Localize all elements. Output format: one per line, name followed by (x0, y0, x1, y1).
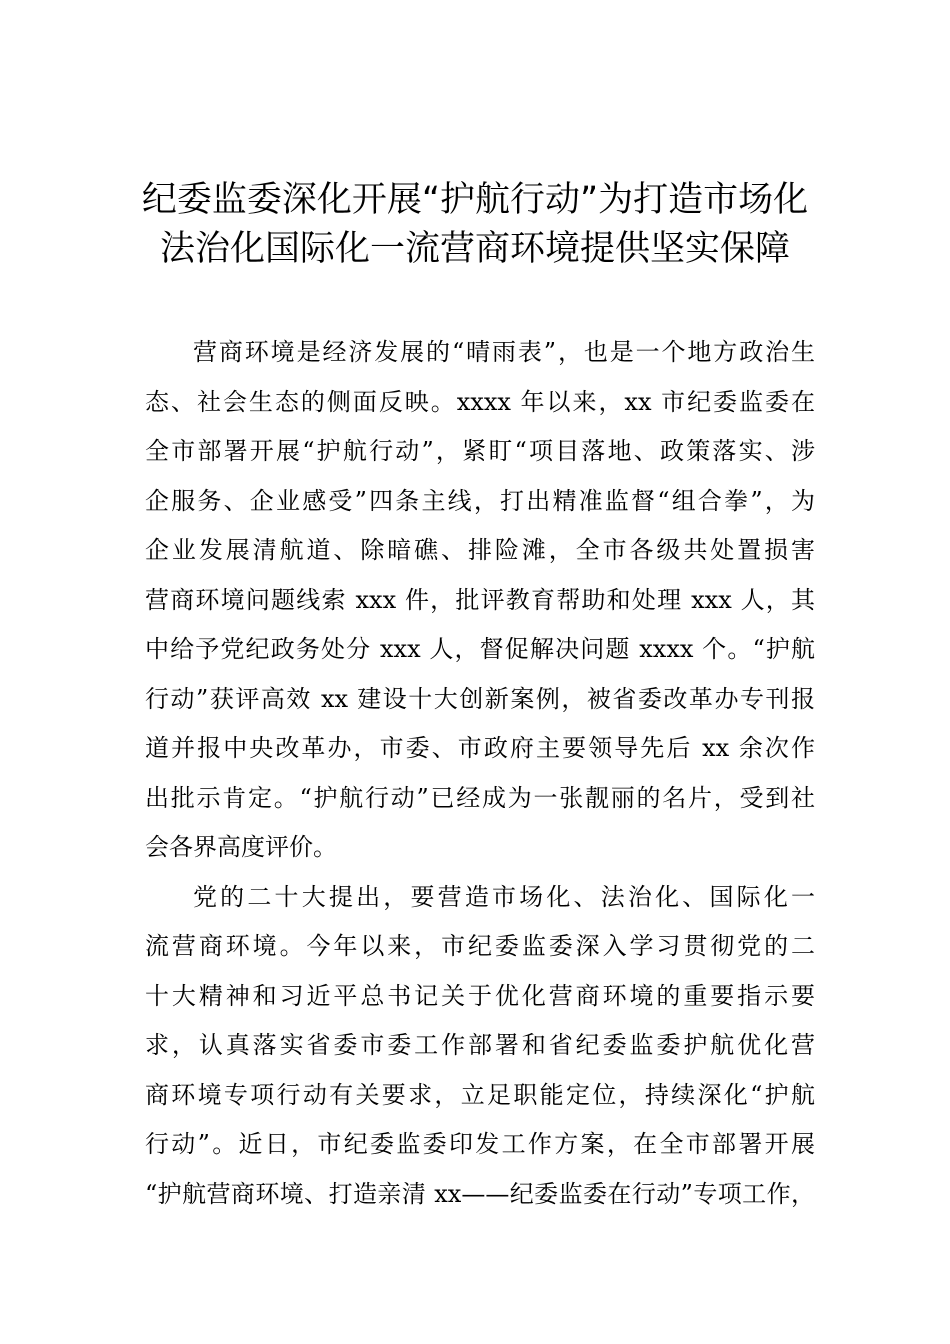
paragraph-line: 党的二十大提出，要营造市场化、法治化、国际化一 (193, 882, 815, 911)
paragraph-line: 十大精神和习近平总书记关于优化营商环境的重要指示要 (145, 981, 815, 1010)
paragraph-line: 道并报中央改革办，市委、市政府主要领导先后 xx 余次作 (145, 734, 815, 762)
paragraph-line: 营商环境是经济发展的“晴雨表”，也是一个地方政治生 (193, 338, 815, 366)
document-body (145, 328, 815, 1219)
paragraph-line: 态、社会生态的侧面反映。xxxx 年以来，xx 市纪委监委在 (145, 387, 815, 416)
document-title (100, 176, 850, 274)
paragraph-line: 求，认真落实省委市委工作部署和省纪委监委护航优化营 (145, 1031, 815, 1059)
paragraph-line: 行动”。近日，市纪委监委印发工作方案，在全市部署开展 (145, 1130, 815, 1158)
title-line: 纪委监委深化开展“护航行动”为打造市场化 (141, 180, 809, 220)
paragraph-line: 出批示肯定。“护航行动”已经成为一张靓丽的名片，受到社 (145, 783, 815, 812)
paragraph-line: 企业发展清航道、除暗礁、排险滩，全市各级共处置损害 (145, 536, 815, 564)
paragraph-1 (145, 328, 815, 873)
paragraph-line: 会各界高度评价。 (145, 833, 337, 861)
paragraph-line: “护航营商环境、打造亲清 xx——纪委监委在行动”专项工作， (145, 1179, 815, 1208)
paragraph-2 (145, 873, 815, 1220)
paragraph-line: 行动”获评高效 xx 建设十大创新案例，被省委改革办专刊报 (145, 684, 815, 713)
paragraph-line: 中给予党纪政务处分 xxx 人，督促解决问题 xxxx 个。“护航 (145, 635, 815, 663)
paragraph-line: 商环境专项行动有关要求，立足职能定位，持续深化“护航 (145, 1080, 815, 1109)
paragraph-line: 流营商环境。今年以来，市纪委监委深入学习贯彻党的二 (145, 932, 815, 960)
paragraph-line: 全市部署开展“护航行动”，紧盯“项目落地、政策落实、涉 (145, 437, 815, 465)
paragraph-line: 企服务、企业感受”四条主线，打出精准监督“组合拳”，为 (145, 486, 815, 515)
title-line: 法治化国际化一流营商环境提供坚实保障 (159, 229, 790, 269)
paragraph-line: 营商环境问题线索 xxx 件，批评教育帮助和处理 xxx 人，其 (145, 585, 815, 614)
